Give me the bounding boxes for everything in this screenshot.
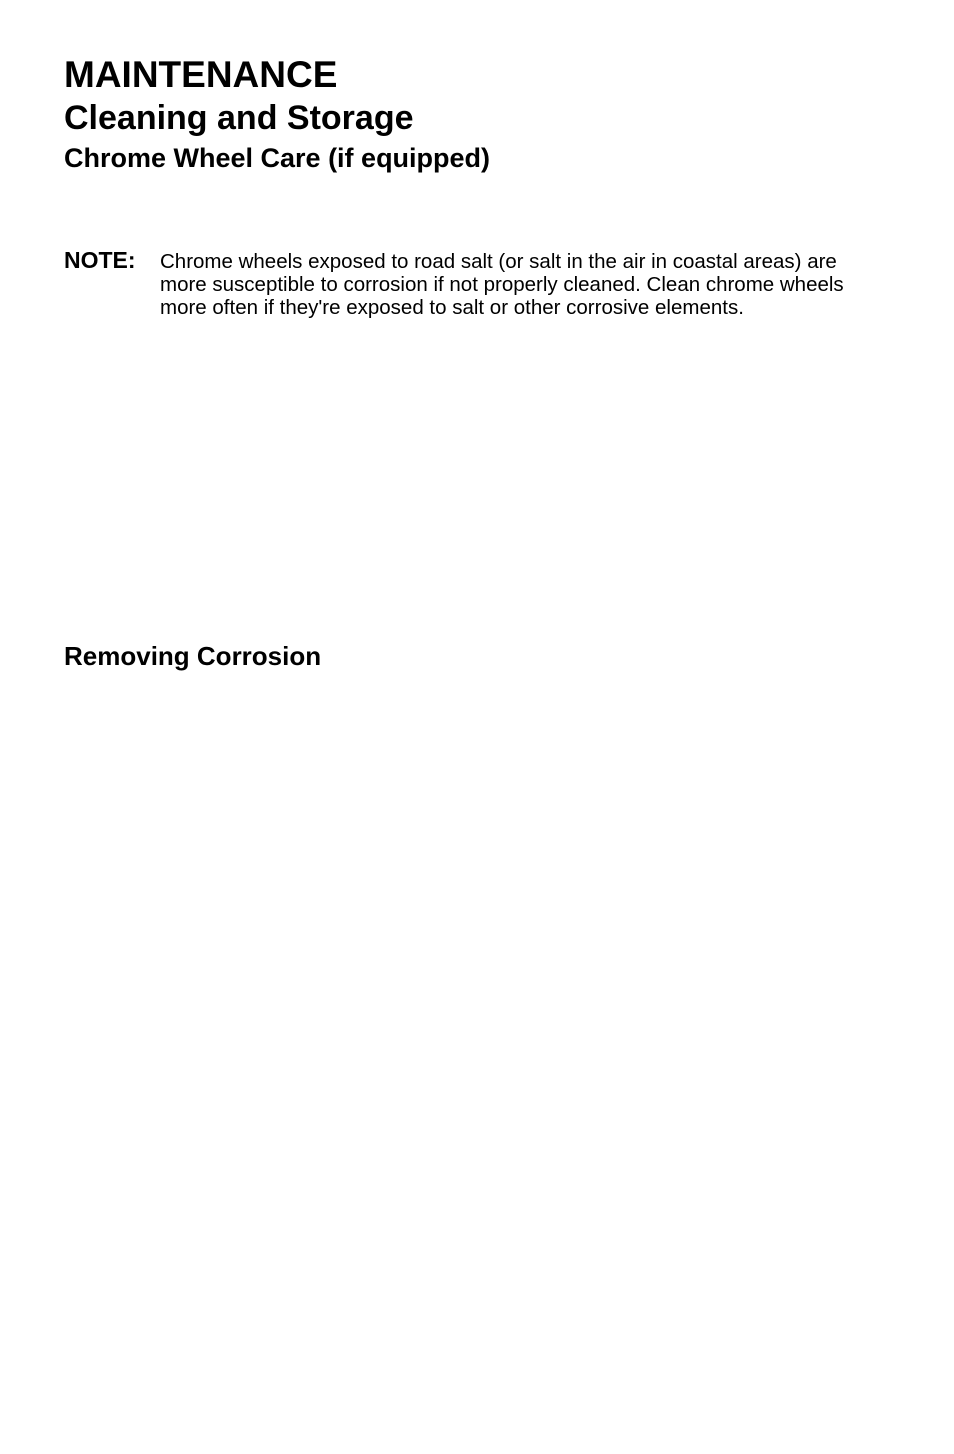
note-text: Chrome wheels exposed to road salt (or salt in the air in coastal areas) are more susceptible to corrosion if not properly cleaned. Clean chrome wheels more often if they're exposed to salt or other corrosive elements. xyxy=(160,250,844,319)
topic-title: Chrome Wheel Care (if equipped) xyxy=(64,143,491,173)
note-label: NOTE: xyxy=(64,247,136,273)
section-title: MAINTENANCE xyxy=(64,54,338,95)
removing-corrosion-heading: Removing Corrosion xyxy=(64,641,322,671)
subsection-title: Cleaning and Storage xyxy=(64,99,414,137)
